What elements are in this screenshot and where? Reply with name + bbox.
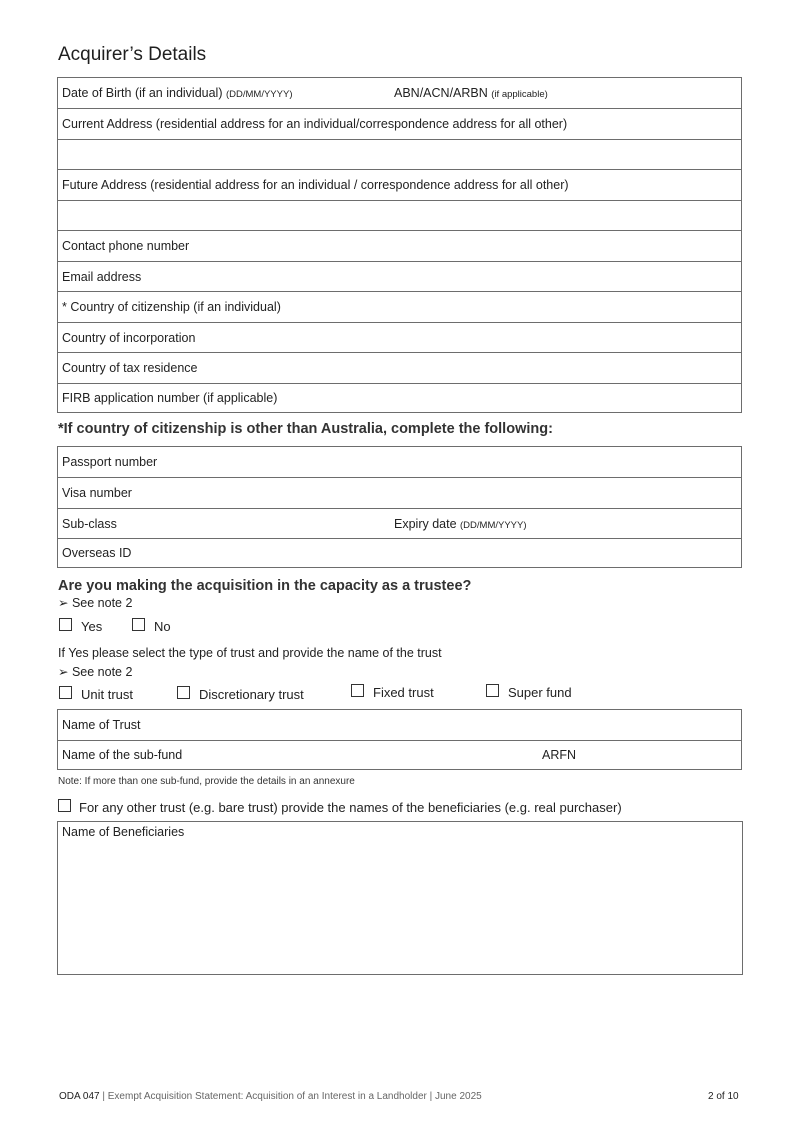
- current-address-label-row: [58, 108, 741, 139]
- see-note-trust-type: ➢ See note 2: [58, 665, 133, 679]
- tax-residence-field[interactable]: [58, 352, 741, 383]
- see-note-trustee: ➢ See note 2: [58, 596, 133, 610]
- subfund-arfn-row[interactable]: [58, 740, 741, 769]
- current-address-label: Current Address (residential address for an individual/correspondence address for all other): [62, 117, 568, 131]
- trust-name-label: Name of Trust: [62, 718, 141, 732]
- firb-label: FIRB application number (if applicable): [62, 391, 278, 405]
- passport-label: Passport number: [62, 455, 158, 469]
- no-checkbox[interactable]: [132, 618, 145, 631]
- fixed-trust-label: Fixed trust: [373, 685, 434, 700]
- dob-abn-row[interactable]: [58, 78, 741, 108]
- dob-format: (DD/MM/YYYY): [225, 89, 293, 100]
- overseas-id-field[interactable]: [58, 538, 741, 567]
- other-trust-checkbox[interactable]: [58, 799, 71, 812]
- discretionary-trust-checkbox[interactable]: [177, 686, 190, 699]
- unit-trust-checkbox[interactable]: [59, 686, 72, 699]
- tax-residence-label: Country of tax residence: [62, 361, 198, 375]
- incorporation-field[interactable]: [58, 322, 741, 352]
- future-address-field[interactable]: [58, 200, 741, 230]
- arfn-label: ARFN: [542, 748, 577, 762]
- page-title: Acquirer’s Details: [58, 44, 207, 65]
- discretionary-trust-label: Discretionary trust: [199, 687, 304, 702]
- footer-text: [59, 1091, 482, 1102]
- fixed-trust-checkbox[interactable]: [351, 684, 364, 697]
- expiry-format: (DD/MM/YYYY): [460, 519, 527, 531]
- subclass-expiry-row[interactable]: [58, 508, 741, 538]
- super-fund-label: Super fund: [508, 685, 572, 700]
- passport-field[interactable]: [58, 447, 741, 477]
- beneficiaries-field[interactable]: [57, 821, 743, 975]
- subclass-label: Sub-class: [62, 516, 117, 531]
- citizenship-field[interactable]: [58, 291, 741, 322]
- future-address-label: Future Address (residential address for an individual / correspondence address for all other): [62, 178, 569, 192]
- trustee-question: Are you making the acquisition in the capacity as a trustee?: [58, 578, 472, 594]
- citizenship-heading: *If country of citizenship is other than Australia, complete the following:: [58, 421, 553, 437]
- unit-trust-label: Unit trust: [81, 687, 134, 702]
- page-number: 2 of 10: [708, 1091, 739, 1102]
- yes-label: Yes: [81, 619, 103, 634]
- firb-field[interactable]: [58, 383, 741, 412]
- trust-name-field[interactable]: [58, 710, 741, 740]
- other-trust-label: For any other trust (e.g. bare trust) provide the names of the beneficiaries (e.g. real purchaser): [79, 800, 622, 815]
- form-code: ODA 047: [59, 1091, 100, 1102]
- form-description: | Exempt Acquisition Statement: Acquisition of an Interest in a Landholder | June 2025: [102, 1091, 482, 1102]
- current-address-field[interactable]: [58, 139, 741, 169]
- trust-type-instruction: If Yes please select the type of trust and provide the name of the trust: [58, 646, 442, 660]
- abn-note: (if applicable): [491, 89, 548, 100]
- acquirer-details-table: [57, 77, 742, 413]
- phone-field[interactable]: [58, 230, 741, 261]
- yes-checkbox[interactable]: [59, 618, 72, 631]
- dob-label: Date of Birth (if an individual) (DD/MM/YYYY): [62, 86, 293, 100]
- trust-table: [57, 709, 742, 770]
- email-label: Email address: [62, 269, 142, 284]
- passport-table: [57, 446, 742, 568]
- citizenship-label: * Country of citizenship (if an individual): [62, 300, 281, 314]
- email-field[interactable]: [58, 261, 741, 291]
- no-label: No: [154, 619, 171, 634]
- expiry-label: Expiry date (DD/MM/YYYY): [394, 516, 527, 531]
- incorporation-label: Country of incorporation: [62, 330, 196, 345]
- subfund-label: Name of the sub-fund: [62, 748, 183, 762]
- visa-label: Visa number: [62, 486, 132, 500]
- visa-field[interactable]: [58, 477, 741, 508]
- abn-label: ABN/ACN/ARBN (if applicable): [394, 86, 548, 100]
- phone-label: Contact phone number: [62, 239, 190, 253]
- beneficiaries-label: Name of Beneficiaries: [62, 825, 185, 839]
- super-fund-checkbox[interactable]: [486, 684, 499, 697]
- future-address-label-row: [58, 169, 741, 200]
- subfund-note: Note: If more than one sub-fund, provide the details in an annexure: [58, 776, 355, 787]
- overseas-id-label: Overseas ID: [62, 546, 132, 560]
